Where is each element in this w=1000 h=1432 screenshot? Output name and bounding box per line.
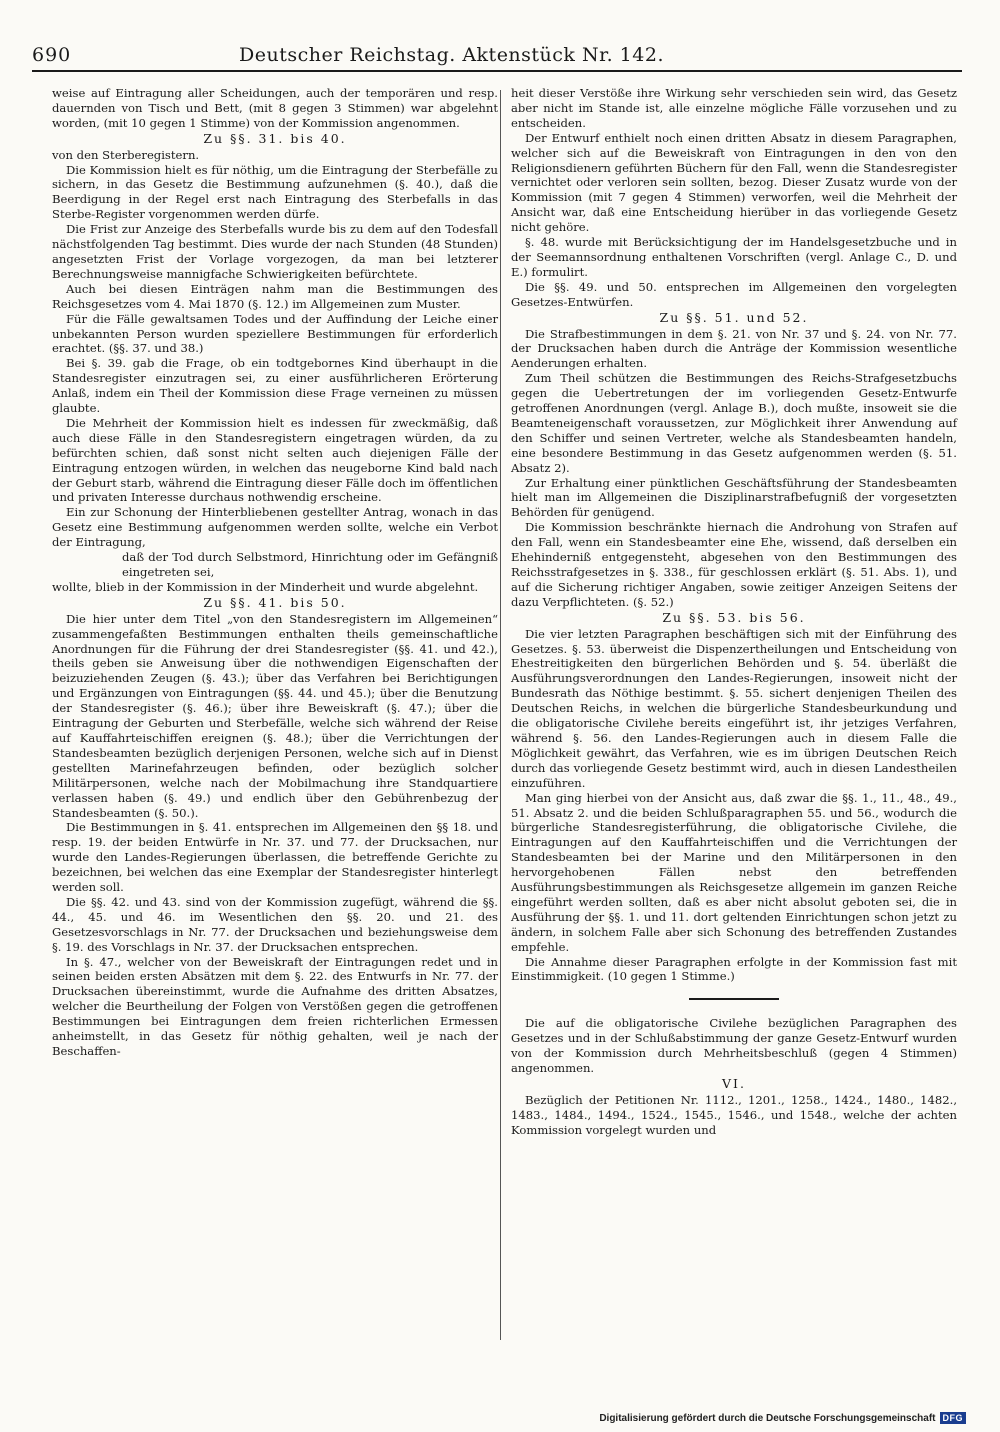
paragraph: Die auf die obligatorische Civilehe bezüglichen Paragraphen des Gesetzes und in der Schlußabstimmung der ganze Gesetz-Entwurf wurden von der Kommission durch Mehrheitsbeschluß (gegen 4 Stimmen) angenommen.	[511, 1016, 957, 1076]
paragraph: Ein zur Schonung der Hinterbliebenen gestellter Antrag, wonach in das Gesetz eine Bestimmung aufgenommen werden sollte, welche ein Verbot der Eintragung,	[52, 505, 498, 550]
paragraph: Die hier unter dem Titel „von den Standesregistern im Allgemeinen“ zusammengefaßten Bestimmungen enthalten theils gemeinschaftliche Anordnungen für die Führung der drei Standesregister (§§. 41. und 42.), theils geben sie Anweisung über die nothwendigen Eigenschaften der beizuziehenden Zeugen (§. 43.); über das Verfahren bei Berichtigungen und Ergänzungen von Eintragungen (§§. 44. und 45.); über die Benutzung der Standesregister (§. 46.); über ihre Beweiskraft (§. 47.); über die Eintragung der Geburten und Sterbefälle, welche sich während der Reise auf Kauffahrteischiffen ereignen (§. 48.); über die Verrichtungen der Standesbeamten bezüglich derjenigen Personen, welche sich auf in Dienst gestellten Marinefahrzeugen befinden, oder bezüglich solcher Militärpersonen, welche nach der Mobilmachung ihre Standquartiere verlassen haben (§. 49.) und endlich über den Gebührenbezug der Standesbeamten (§. 50.).	[52, 611, 498, 820]
section-heading: Zu §§. 31. bis 40.	[203, 130, 347, 146]
paragraph: §. 48. wurde mit Berücksichtigung der im Handelsgesetzbuche und in der Seemannsordnung enthaltenen Vorschriften (vergl. Anlage C., D. und E.) formulirt.	[511, 235, 957, 279]
section-heading: Zu §§. 53. bis 56.	[662, 609, 806, 625]
digitization-credit	[599, 1412, 966, 1424]
paragraph: Die vier letzten Paragraphen beschäftigen sich mit der Einführung des Gesetzes. §. 53. überweist die Dispenzertheilungen und Entscheidung von Ehestreitigkeiten den bürgerlichen Behörden und §. 54. überläßt die Ausführungsverordnungen den Landes-Regierungen, insoweit nicht der Bundesrath das Nöthige bestimmt. §. 55. sichert denjenigen Theilen des Deutschen Reichs, in welchen die bürgerliche Standesbeurkundung und die obligatorische Civilehe bereits eingeführt ist, ihr jetziges Verfahren, während §. 56. den Landes-Regierungen auch in diesem Falle die Möglichkeit gewährt, das Verfahren, wie es im übrigen Deutschen Reich durch das vorliegende Gesetz bestimmt wird, auch in diesen Landestheilen einzuführen.	[511, 626, 957, 790]
page-number: 690	[32, 44, 72, 66]
paragraph: Die Mehrheit der Kommission hielt es indessen für zweckmäßig, daß auch diese Fälle in den Standesregistern eingetragen würden, da zu befürchten schien, daß sonst nicht selten auch diejenigen Fälle der Eintragung entzogen würden, in welchen das neugeborne Kind bald nach der Geburt starb, während die Eintragung dieser Fälle doch im öffentlichen und privaten Interesse durchaus nothwendig erscheine.	[52, 415, 498, 505]
paragraph: Zum Theil schützen die Bestimmungen des Reichs-Strafgesetzbuchs gegen die Uebertretungen der im vorliegenden Gesetz-Entwurfe getroffenen Anordnungen (vergl. Anlage B.), doch mußte, insoweit sie die Beamteneigenschaft voraussetzen, zur Möglichkeit ihrer Anwendung auf den Schiffer und seinen Vertreter, welche als Standesbeamten handeln, eine besondere Bestimmung in das Gesetz aufgenommen werden (§. 51. Absatz 2).	[511, 371, 957, 475]
paragraph: weise auf Eintragung aller Scheidungen, auch der temporären und resp. dauernden von Tisch und Bett, (mit 8 gegen 3 Stimmen) war abgelehnt worden, (mit 10 gegen 1 Stimme) von der Kommission angenommen.	[52, 86, 498, 130]
paragraph: Man ging hierbei von der Ansicht aus, daß zwar die §§. 1., 11., 48., 49., 51. Absatz 2. und die beiden Schlußparagraphen 55. und 56., wodurch die bürgerliche Standesregisterführung, die obligatorische Civilehe, die Eintragungen auf den Kauffahrteischiffen und die Verrichtungen der Standesbeamten bei der Marine und den Militärpersonen in den hervorgehobenen Fällen nebst den betreffenden Ausführungsbestimmungen als Reichsgesetze allgemein im ganzen Reiche eingeführt werden sollten, daß es aber nicht absolut geboten sei, die in Ausführung der §§. 1. und 11. dort geltenden Einrichtungen schon jetzt zu ändern, in solchem Falle aber sich Schonung des betreffenden Zustandes empfehle.	[511, 790, 957, 954]
section-heading: Zu §§. 41. bis 50.	[203, 594, 347, 610]
column-divider	[500, 90, 501, 1340]
paragraph: von den Sterberegistern.	[52, 147, 200, 162]
page-header	[32, 44, 962, 72]
left-column	[52, 86, 498, 1059]
running-title: Deutscher Reichstag. Aktenstück Nr. 142.	[239, 44, 664, 66]
paragraph: Für die Fälle gewaltsamen Todes und der Auffindung der Leiche einer unbekannten Person wurden speziellere Bestimmungen für erforderlich erachtet. (§§. 37. und 38.)	[52, 311, 498, 356]
dfg-logo: DFG	[940, 1412, 967, 1424]
quoted-clause: daß der Tod durch Selbstmord, Hinrichtung oder im Gefängniß eingetreten sei,	[122, 550, 498, 579]
section-rule	[689, 998, 779, 1000]
paragraph: wollte, blieb in der Kommission in der Minderheit und wurde abgelehnt.	[52, 579, 479, 594]
paragraph: heit dieser Verstöße ihre Wirkung sehr verschieden sein wird, das Gesetz aber nicht im Stande ist, alle einzelne mögliche Fälle vorzusehen und zu entscheiden.	[511, 86, 957, 130]
section-heading: VI.	[722, 1076, 746, 1091]
paragraph: Die Frist zur Anzeige des Sterbefalls wurde bis zu dem auf den Todesfall nächstfolgenden Tag bestimmt. Dies wurde der nach Stunden (48 Stunden) angesetzten Frist der Vorlage vorgezogen, da man bei letzterer Berechnungsweise mannigfache Schwierigkeiten befürchtete.	[52, 222, 498, 281]
paragraph: Die Kommission hielt es für nöthig, um die Eintragung der Sterbefälle zu sichern, in das Gesetz die Bestimmung aufzunehmen (§. 40.), daß die Beerdigung in der Regel erst nach Eintragung des Sterbefalls in das Sterbe-Register vorgenommen werden dürfe.	[52, 162, 498, 222]
paragraph: Der Entwurf enthielt noch einen dritten Absatz in diesem Paragraphen, welcher sich auf die Beweiskraft von Eintragungen in den von den Religionsdienern geführten Büchern für den Fall, wenn die Standesregister vernichtet oder verloren sein sollten, bezog. Dieser Zusatz wurde von der Kommission (mit 7 gegen 4 Stimmen) verworfen, weil die Mehrheit der Ansicht war, daß eine Entscheidung hierüber in das vorliegende Gesetz nicht gehöre.	[511, 130, 957, 235]
paragraph: Die Strafbestimmungen in dem §. 21. von Nr. 37 und §. 24. von Nr. 77. der Drucksachen haben durch die Anträge der Kommission wesentliche Aenderungen erhalten.	[511, 326, 957, 371]
section-heading: Zu §§. 51. und 52.	[659, 309, 809, 325]
paragraph: Auch bei diesen Einträgen nahm man die Bestimmungen des Reichsgesetzes vom 4. Mai 1870 (§. 12.) im Allgemeinen zum Muster.	[52, 281, 498, 311]
right-column	[511, 86, 957, 1138]
paragraph: Bezüglich der Petitionen Nr. 1112., 1201., 1258., 1424., 1480., 1482., 1483., 1484., 1494., 1524., 1545., 1546., und 1548., welche der achten Kommission vorgelegt wurden und	[511, 1092, 957, 1137]
paragraph: Die §§. 42. und 43. sind von der Kommission zugefügt, während die §§. 44., 45. und 46. im Wesentlichen den §§. 20. und 21. des Gesetzesvorschlags in Nr. 77. der Drucksachen und beziehungsweise dem §. 19. des Vorschlags in Nr. 37. der Drucksachen entsprechen.	[52, 894, 498, 954]
paragraph: Die §§. 49. und 50. entsprechen im Allgemeinen den vorgelegten Gesetzes-Entwürfen.	[511, 279, 957, 309]
paragraph: Zur Erhaltung einer pünktlichen Geschäftsführung der Standesbeamten hielt man im Allgemeinen die Disziplinarstrafbefugniß der vorgesetzten Behörden für genügend.	[511, 475, 957, 520]
credit-text: Digitalisierung gefördert durch die Deutsche Forschungsgemeinschaft	[599, 1412, 936, 1424]
paragraph: Die Annahme dieser Paragraphen erfolgte in der Kommission fast mit Einstimmigkeit. (10 gegen 1 Stimme.)	[511, 954, 957, 984]
paragraph: In §. 47., welcher von der Beweiskraft der Eintragungen redet und in seinen beiden ersten Absätzen mit dem §. 22. des Entwurfs in Nr. 77. der Drucksachen übereinstimmt, wurde die Aufnahme des dritten Absatzes, welcher die Beurtheilung der Folgen von Verstößen gegen die getroffenen Bestimmungen bei Eintragungen dem freien richterlichen Ermessen anheimstellt, in das Gesetz für nöthig gehalten, weil je nach der Beschaffen-	[52, 954, 498, 1058]
paragraph: Die Kommission beschränkte hiernach die Androhung von Strafen auf den Fall, wenn ein Standesbeamter eine Ehe, wissend, daß derselben ein Ehehinderniß entgegensteht, abgesehen von den Bestimmungen des Reichsstrafgesetzes in §. 338., für geschlossen erklärt (§. 51. Abs. 1), und auf die Sicherung richtiger Angaben, sowie zeitiger Anzeigen Seitens der dazu Verpflichteten. (§. 52.)	[511, 520, 957, 609]
paragraph: Die Bestimmungen in §. 41. entsprechen im Allgemeinen den §§ 18. und resp. 19. der beiden Entwürfe in Nr. 37. und 77. der Drucksachen, nur wurde den Landes-Regierungen überlassen, die betreffende Gerichte zu bezeichnen, bei welchen das eine Exemplar der Standesregister hinterlegt werden soll.	[52, 820, 498, 895]
paragraph: Bei §. 39. gab die Frage, ob ein todtgebornes Kind überhaupt in die Standesregister einzutragen sei, zu einer ausführlicheren Erörterung Anlaß, indem ein Theil der Kommission diese Frage verneinen zu müssen glaubte.	[52, 356, 498, 416]
